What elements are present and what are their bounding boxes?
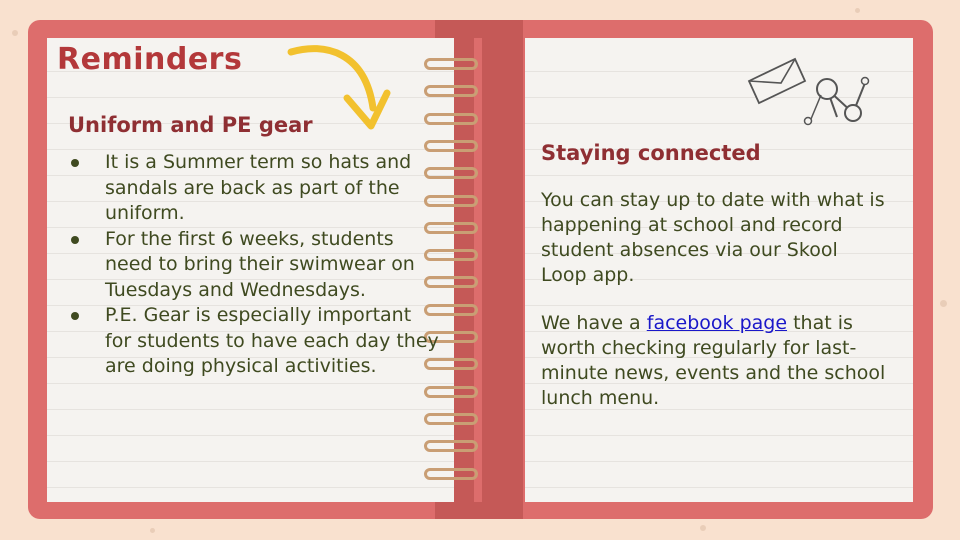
bullet-text: P.E. Gear is especially important for students to have each day they are doing physical activities. [105,304,439,377]
page-title: Reminders [57,42,243,77]
spine-center-strip [474,38,482,502]
bullet-dot [71,312,79,320]
spiral-ring [424,386,478,398]
spiral-ring [424,113,478,125]
uniform-heading: Uniform and PE gear [68,113,313,137]
envelope-network-doodle [745,55,885,130]
background-speck [150,528,155,533]
uniform-bullet-list [68,150,440,380]
spiral-ring [424,85,478,97]
staying-connected-heading: Staying connected [541,141,761,165]
envelope-icon [749,59,805,103]
facebook-text-before: We have a [541,312,647,334]
background-speck [12,30,18,36]
background-speck [700,525,706,531]
background-speck [855,8,860,13]
spiral-ring [424,413,478,425]
spiral-ring [424,58,478,70]
background-speck [940,300,947,307]
facebook-page-link[interactable]: facebook page [646,312,788,334]
bullet-text: It is a Summer term so hats and sandals are back as part of the uniform. [105,151,412,224]
spiral-ring [424,440,478,452]
spiral-ring [424,468,478,480]
bullet-dot [71,236,79,244]
list-item [68,303,440,380]
list-item [68,150,440,227]
network-icon [805,78,869,125]
bullet-text: For the first 6 weeks, students need to bring their swimwear on Tuesdays and Wednesdays. [105,227,415,301]
facebook-paragraph [541,311,886,411]
skool-loop-paragraph: You can stay up to date with what is happening at school and record student absences via our Skool Loop app. [541,189,885,286]
bullet-dot [71,159,79,167]
facebook-text-after: that is worth checking regularly for last-minute news, events and the school lunch menu. [541,312,886,409]
list-item [68,227,440,304]
